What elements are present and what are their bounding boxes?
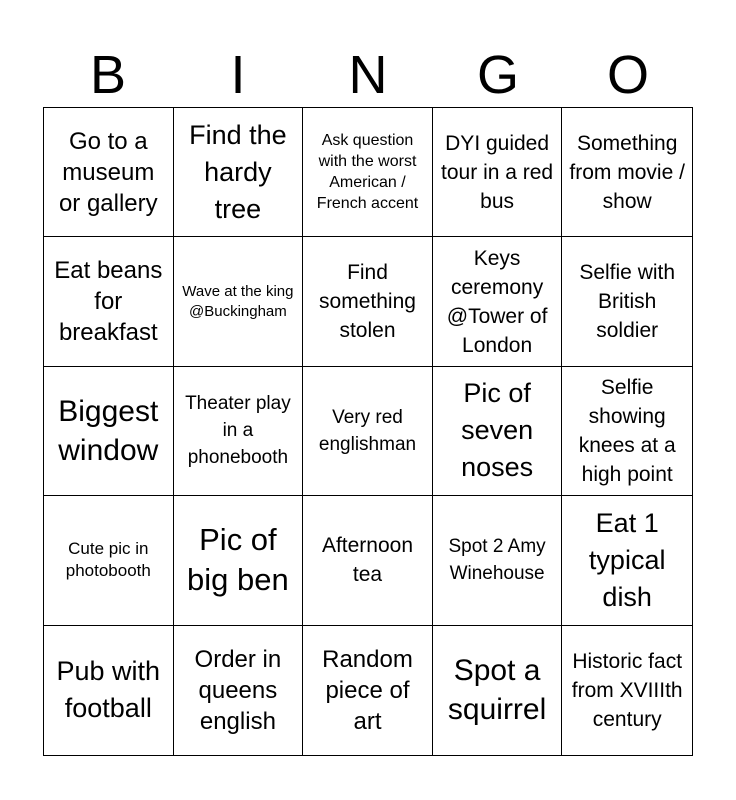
bingo-cell[interactable] (44, 237, 174, 366)
bingo-cell[interactable] (174, 626, 304, 755)
cell-text: Afternoon tea (321, 534, 414, 587)
cell-text: Eat beans for breakfast (54, 257, 163, 347)
bingo-cell[interactable] (433, 496, 563, 625)
bingo-board (43, 107, 693, 756)
header-letter-n: N (348, 45, 388, 105)
cell-text: DYI guided tour in a red bus (441, 131, 554, 213)
bingo-cell[interactable] (44, 626, 174, 755)
cell-text: Eat 1 typical dish (588, 507, 666, 612)
bingo-cell[interactable] (44, 108, 174, 237)
bingo-cell[interactable] (562, 108, 692, 237)
cell-text: Wave at the king @Buckingham (182, 282, 294, 320)
bingo-cell[interactable] (303, 626, 433, 755)
header-letter-o: O (606, 45, 649, 105)
bingo-cell[interactable] (433, 237, 563, 366)
bingo-cell[interactable] (562, 367, 692, 496)
bingo-cell[interactable] (174, 108, 304, 237)
bingo-cell[interactable] (303, 496, 433, 625)
cell-text: Pic of big ben (187, 522, 289, 598)
cell-text: Keys ceremony @Tower of London (446, 246, 548, 357)
bingo-cell[interactable] (303, 367, 433, 496)
cell-text: Theater play in a phonebooth (185, 393, 291, 469)
cell-text: Ask question with the worst American / French accent (316, 132, 419, 213)
bingo-cell[interactable] (303, 237, 433, 366)
cell-text: Random piece of art (322, 645, 413, 735)
cell-text: Find the hardy tree (189, 119, 287, 224)
header-letter-i: I (230, 45, 246, 105)
bingo-cell[interactable] (303, 108, 433, 237)
cell-text: Very red englishman (318, 406, 417, 455)
bingo-cell[interactable] (433, 626, 563, 755)
bingo-cell[interactable] (174, 496, 304, 625)
cell-text: Selfie with British soldier (579, 261, 676, 343)
bingo-cell[interactable] (562, 237, 692, 366)
bingo-cell[interactable] (433, 367, 563, 496)
cell-text: Historic fact from XVIIIth century (571, 649, 683, 731)
cell-text: Cute pic in photobooth (65, 539, 151, 581)
cell-text: Order in queens english (194, 645, 282, 735)
cell-text: Something from movie / show (569, 131, 685, 213)
cell-text: Selfie showing knees at a high point (578, 375, 676, 486)
bingo-cell[interactable] (174, 367, 304, 496)
cell-text: Spot 2 Amy Winehouse (448, 536, 546, 585)
cell-text: Find something stolen (319, 261, 416, 343)
bingo-cell[interactable] (433, 108, 563, 237)
bingo-cell[interactable] (174, 237, 304, 366)
header-letter-b: B (89, 45, 127, 105)
cell-text: Pic of seven noses (461, 378, 534, 483)
bingo-cell[interactable] (44, 367, 174, 496)
bingo-cell[interactable] (44, 496, 174, 625)
cell-text: Pub with football (56, 656, 161, 724)
cell-text: Biggest window (58, 394, 159, 467)
bingo-cell[interactable] (562, 496, 692, 625)
cell-text: Go to a museum or gallery (58, 127, 158, 217)
bingo-cell[interactable] (562, 626, 692, 755)
header-letter-g: G (476, 45, 519, 105)
bingo-header (43, 42, 693, 108)
cell-text: Spot a squirrel (447, 654, 547, 727)
